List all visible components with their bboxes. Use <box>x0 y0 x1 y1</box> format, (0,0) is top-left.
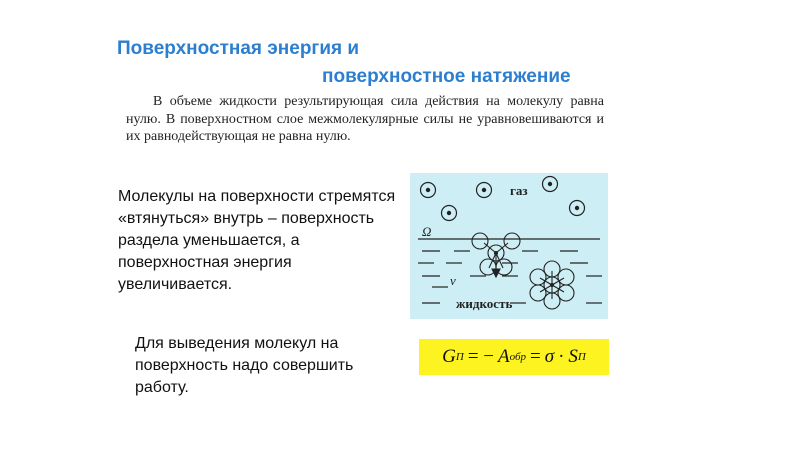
label-gas: газ <box>510 183 528 198</box>
formula-a-sub: обр <box>509 351 526 363</box>
formula-g: G <box>442 346 456 367</box>
formula-sigma: σ <box>544 346 555 367</box>
molecular-forces-diagram <box>410 173 608 319</box>
gas-molecules <box>421 177 585 221</box>
formula-g-sub: П <box>455 351 464 363</box>
explanation-text: Молекулы на поверхности стремятся «втянуться» внутрь – поверхность раздела уменьшается, а поверхностная энергия увеличивается. <box>118 188 396 293</box>
label-omega: Ω <box>422 224 432 239</box>
surface-energy-formula <box>419 339 609 375</box>
formula-s: S <box>568 346 578 367</box>
label-v: v <box>450 273 456 288</box>
intro-paragraph: В объеме жидкости результирующая сила действия на молекулу равна нулю. В поверхностном слое межмолекулярные силы не уравновешиваются и их равнодействующая не равна нулю. <box>126 94 604 144</box>
slide-title-line1: Поверхностная энергия и <box>117 38 360 59</box>
work-required-text: Для выведения молекул на поверхность надо совершить работу. <box>135 335 354 396</box>
label-liquid: жидкость <box>456 296 513 311</box>
bulk-molecule-cluster <box>530 261 574 309</box>
formula-equals: = − <box>467 346 494 367</box>
formula-a: A <box>498 346 510 367</box>
formula-equals-2: = <box>530 346 541 367</box>
diagram-svg <box>410 173 608 319</box>
formula-dot: · <box>558 346 565 367</box>
formula-s-sub: П <box>577 351 586 363</box>
slide-title-line2: поверхностное натяжение <box>322 66 571 87</box>
